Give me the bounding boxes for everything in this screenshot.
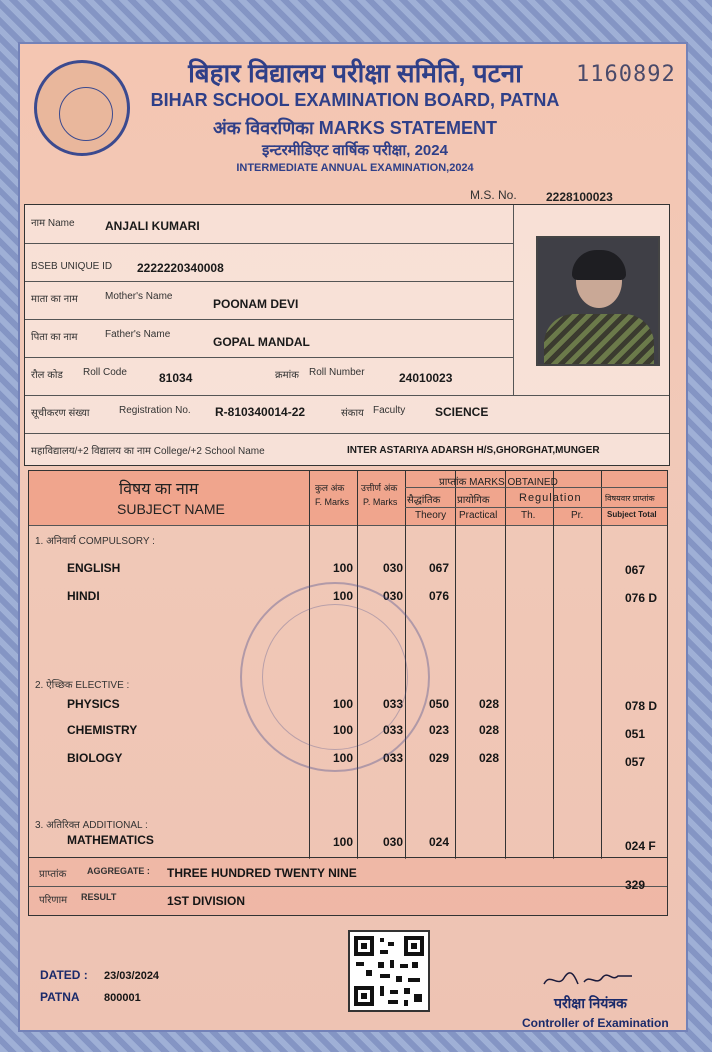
college-label: महाविद्यालय/+2 विद्यालय का नाम College/+2 School Name [31, 446, 265, 457]
seal-figure-icon [59, 87, 113, 141]
father-label-hindi: पिता का नाम [31, 332, 78, 343]
practical-marks: 028 [479, 697, 500, 711]
pin-code: 800001 [104, 992, 141, 1004]
reg-label-hindi: सूचीकरण संख्या [31, 408, 90, 419]
full-marks: 100 [333, 589, 354, 603]
controller-signature [540, 968, 640, 992]
theory-header-hindi: सैद्धांतिक [407, 495, 441, 506]
pass-marks-english: P. Marks [363, 497, 398, 507]
marks-statement-sheet [18, 42, 688, 1032]
full-marks-english: F. Marks [315, 497, 350, 507]
result-label-hindi: परिणाम [39, 895, 68, 906]
roll-number-label-hindi: क्रमांक [275, 370, 299, 381]
faculty-value: SCIENCE [435, 405, 489, 419]
subject-total: 024 F [625, 839, 656, 853]
result-value: 1ST DIVISION [167, 894, 246, 908]
pass-marks: 033 [383, 723, 404, 737]
pass-marks: 033 [383, 697, 404, 711]
qr-code-pattern [350, 932, 428, 1010]
practical-header-hindi: प्रायोगिक [457, 495, 490, 506]
aggregate-words: THREE HUNDRED TWENTY NINE [167, 866, 357, 880]
name-label: नाम Name [31, 218, 75, 229]
aggregate-label-english: AGGREGATE : [87, 866, 150, 876]
subject-name: CHEMISTRY [67, 723, 138, 737]
full-marks: 100 [333, 751, 354, 765]
father-name: GOPAL MANDAL [213, 335, 310, 349]
subject-name: BIOLOGY [67, 751, 123, 765]
practical-marks: 028 [479, 723, 500, 737]
qr-code [348, 930, 430, 1012]
ms-no-value: 2228100023 [546, 190, 613, 204]
subject-total: 078 D [625, 699, 658, 713]
roll-code-label-hindi: रौल कोड [31, 370, 63, 381]
reg-label-english: Registration No. [119, 405, 191, 416]
theory-marks: 023 [429, 723, 450, 737]
section-additional: 3. अतिरिक्त ADDITIONAL : [35, 820, 148, 831]
mother-label-hindi: माता का नाम [31, 294, 78, 305]
theory-marks: 067 [429, 561, 450, 575]
roll-code-label-english: Roll Code [83, 367, 127, 378]
section-elective: 2. ऐच्छिक ELECTIVE : [35, 680, 130, 691]
watermark-seal [240, 582, 430, 772]
theory-marks: 076 [429, 589, 450, 603]
father-label-english: Father's Name [105, 329, 171, 340]
uid-label: BSEB UNIQUE ID [31, 261, 113, 272]
result-label-english: RESULT [81, 892, 117, 902]
place-label: PATNA [40, 990, 80, 1004]
controller-title-hindi: परीक्षा नियंत्रक [554, 995, 627, 1011]
board-seal-logo [34, 60, 130, 156]
marks-obtained-header: प्राप्तांक MARKS OBTAINED [439, 477, 558, 488]
theory-header-english: Theory [415, 510, 447, 521]
student-name: ANJALI KUMARI [105, 219, 200, 233]
full-marks: 100 [333, 697, 354, 711]
full-marks: 100 [333, 561, 354, 575]
ms-no-label: M.S. No. [470, 188, 517, 202]
marks-statement-title: अंक विवरणिका MARKS STATEMENT [212, 118, 498, 138]
aggregate-label-hindi: प्राप्तांक [39, 869, 67, 880]
subject-total: 067 [625, 563, 646, 577]
full-marks-hindi: कुल अंक [315, 483, 345, 493]
subject-name: MATHEMATICS [67, 833, 154, 847]
watermark-inner-ring [262, 604, 408, 750]
subject-name: PHYSICS [67, 697, 120, 711]
pass-marks: 030 [383, 589, 404, 603]
mother-name: POONAM DEVI [213, 297, 299, 311]
practical-header-english: Practical [459, 510, 498, 521]
faculty-label-hindi: संकाय [341, 408, 364, 419]
section-compulsory: 1. अनिवार्य COMPULSORY : [35, 536, 155, 547]
board-name-hindi: बिहार विद्यालय परीक्षा समिति, पटना [188, 58, 522, 88]
theory-marks: 024 [429, 835, 450, 849]
subject-header-english: SUBJECT NAME [117, 501, 225, 517]
mother-label-english: Mother's Name [105, 291, 173, 302]
exam-name-hindi: इन्टरमीडिएट वार्षिक परीक्षा, 2024 [262, 142, 448, 159]
subject-name: HINDI [67, 589, 100, 603]
pass-marks: 033 [383, 751, 404, 765]
exam-name-english: INTERMEDIATE ANNUAL EXAMINATION,2024 [236, 162, 474, 174]
subject-total: 051 [625, 727, 646, 741]
faculty-label-english: Faculty [373, 405, 406, 416]
subject-total-hindi: विषयवार प्राप्तांक [605, 494, 655, 503]
aggregate-box [28, 858, 668, 916]
regulation-practical-header: Pr. [571, 510, 584, 521]
board-name-english: BIHAR SCHOOL EXAMINATION BOARD, PATNA [150, 90, 560, 110]
dated-label: DATED : [40, 968, 88, 982]
pass-marks-hindi: उत्तीर्ण अंक [361, 483, 398, 493]
regulation-theory-header: Th. [521, 510, 536, 521]
photo-clothes [544, 314, 654, 366]
full-marks: 100 [333, 835, 354, 849]
student-photo [536, 236, 660, 366]
pass-marks: 030 [383, 835, 404, 849]
practical-marks: 028 [479, 751, 500, 765]
roll-number-value: 24010023 [399, 371, 453, 385]
regulation-header: Regulation [519, 492, 582, 504]
pass-marks: 030 [383, 561, 404, 575]
subject-name: ENGLISH [67, 561, 121, 575]
aggregate-value: 329 [625, 878, 646, 892]
roll-number-label-english: Roll Number [309, 367, 365, 378]
reg-no-value: R-810340014-22 [215, 405, 306, 419]
roll-code-value: 81034 [159, 371, 193, 385]
controller-title-english: Controller of Examination [522, 1016, 669, 1030]
theory-marks: 029 [429, 751, 450, 765]
subject-total: 076 D [625, 591, 658, 605]
serial-number: 1160892 [576, 62, 676, 87]
full-marks: 100 [333, 723, 354, 737]
uid-value: 2222220340008 [137, 261, 224, 275]
theory-marks: 050 [429, 697, 450, 711]
photo-hair [572, 250, 626, 280]
subject-total: 057 [625, 755, 646, 769]
subject-header-hindi: विषय का नाम [119, 481, 199, 498]
college-name: INTER ASTARIYA ADARSH H/S,GHORGHAT,MUNGER [347, 445, 600, 456]
dated-value: 23/03/2024 [104, 970, 160, 982]
subject-total-english: Subject Total [607, 510, 657, 519]
